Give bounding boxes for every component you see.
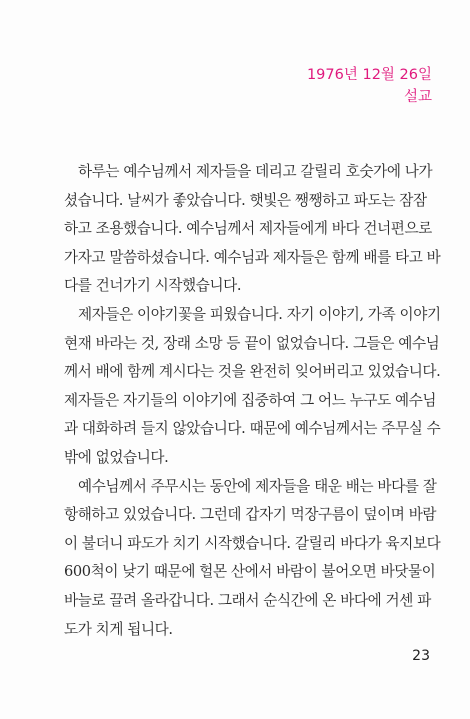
- text-line: 과 대화하려 들지 않았습니다. 때문에 예수님께서는 주무실 수: [64, 420, 441, 438]
- text-line: 이 불더니 파도가 치기 시작했습니다. 갈릴리 바다가 육지보다: [64, 534, 441, 552]
- text-line: 다를 건너가기 시작했습니다.: [64, 277, 242, 295]
- text-line: 바늘로 끌려 올라갑니다. 그래서 순식간에 온 바다에 거센 파: [64, 591, 431, 609]
- text-line: 제자들은 이야기꽃을 피웠습니다. 자기 이야기, 가족 이야기: [78, 305, 441, 323]
- text-line: 하고 조용했습니다. 예수님께서 제자들에게 바다 건너편으로: [64, 220, 432, 238]
- page-number: 23: [412, 648, 430, 664]
- paragraph: [64, 473, 441, 645]
- paragraph: [64, 158, 441, 301]
- text-line: 항해하고 있었습니다. 그런데 갑자기 먹장구름이 덮이며 바람: [64, 506, 437, 524]
- text-line: 제자들은 자기들의 이야기에 집중하여 그 어느 누구도 예수님: [64, 391, 437, 409]
- text-line: 께서 배에 함께 계시다는 것을 완전히 잊어버리고 있었습니다.: [64, 363, 441, 381]
- text-line: 600척이 낮기 때문에 헐몬 산에서 바람이 불어오면 바닷물이: [64, 563, 436, 581]
- text-line: 밖에 없었습니다.: [64, 448, 169, 466]
- sermon-type: 설교: [403, 89, 432, 105]
- text-line: 예수님께서 주무시는 동안에 제자들을 태운 배는 바다를 잘: [78, 477, 437, 495]
- sermon-date: 1976년 12월 26일: [306, 67, 432, 83]
- text-line: 가자고 말씀하셨습니다. 예수님과 제자들은 함께 배를 타고 바: [64, 248, 441, 266]
- body-text: [64, 158, 441, 644]
- text-line: 셨습니다. 날씨가 좋았습니다. 햇빛은 쨍쨍하고 파도는 잠잠: [64, 191, 427, 209]
- paragraph: [64, 301, 441, 473]
- sermon-header: [307, 64, 432, 108]
- text-line: 하루는 예수님께서 제자들을 데리고 갈릴리 호숫가에 나가: [78, 163, 433, 180]
- text-line: 현재 바라는 것, 장래 소망 등 끝이 없었습니다. 그들은 예수님: [64, 334, 440, 352]
- text-line: 도가 치게 됩니다.: [64, 620, 173, 638]
